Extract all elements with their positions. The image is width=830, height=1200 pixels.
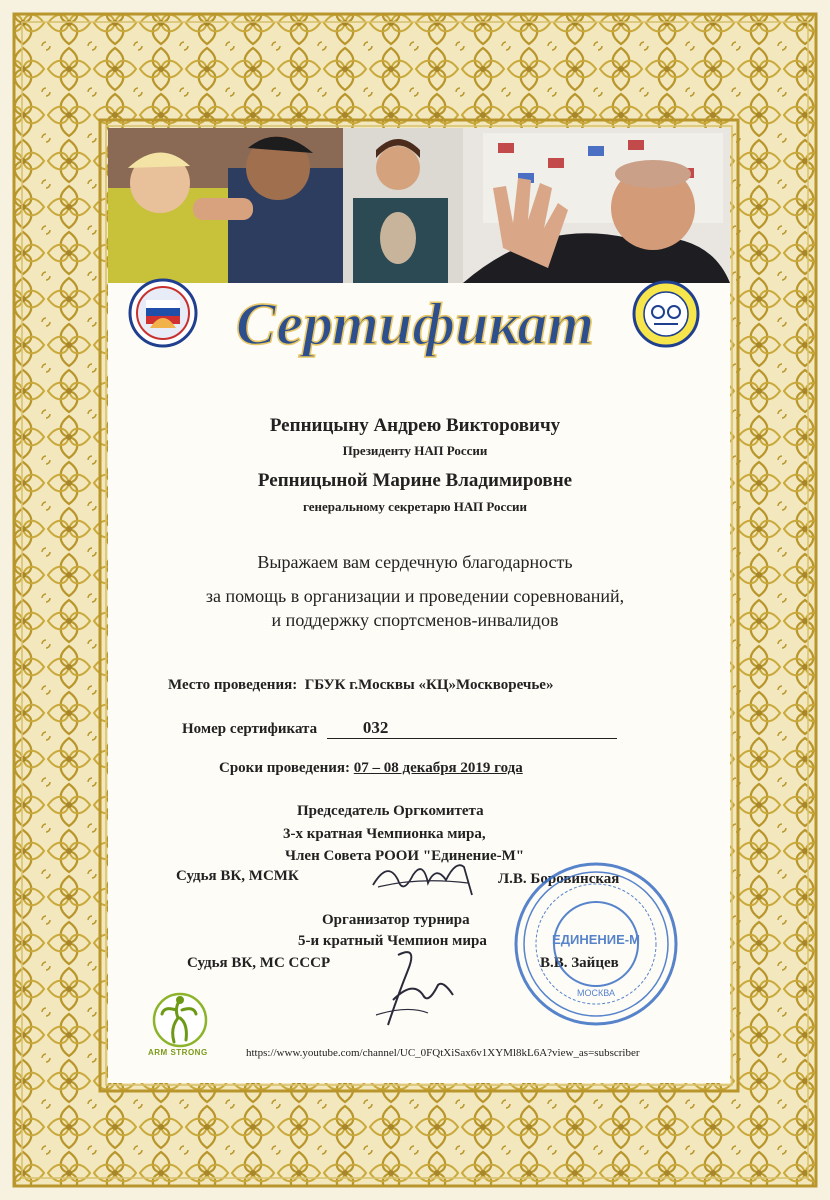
signatory-2-name: В.В. Зайцев bbox=[540, 955, 619, 971]
armwrestling-photo bbox=[108, 128, 343, 283]
woman-with-rabbit-photo bbox=[343, 128, 463, 283]
armwrestling-emblem-icon bbox=[128, 278, 198, 348]
brand-label: ARM STRONG bbox=[148, 1048, 208, 1057]
venue bbox=[168, 677, 553, 694]
recipient-name-1: Репницыну Андрею Викторовичу bbox=[269, 415, 561, 436]
event-dates bbox=[219, 760, 523, 777]
recipient-position-2: генеральному секретарю НАП России bbox=[303, 499, 527, 514]
svg-text:ЕДИНЕНИЕ-М: ЕДИНЕНИЕ-М bbox=[552, 932, 640, 947]
youtube-link[interactable]: https://www.youtube.com/channel/UC_0FQtXiSax6v1XYMl8kL6A?view_as=subscriber bbox=[246, 1047, 640, 1059]
signatory-1-line-1: Председатель Оргкомитета bbox=[297, 803, 484, 819]
signatory-2-line-2: 5-и кратный Чемпион мира bbox=[298, 933, 487, 949]
recipient-position-1: Президенту НАП России bbox=[342, 443, 488, 458]
signatory-1-line-3: Член Совета РООИ "Единение-М" bbox=[285, 848, 525, 864]
thanks-line-1: Выражаем вам сердечную благодарность bbox=[257, 552, 573, 572]
signatory-1-rank: Судья ВК, МСМК bbox=[176, 868, 299, 884]
signatory-2-rank: Судья ВК, МС СССР bbox=[187, 955, 331, 971]
signatory-1-name: Л.В. Боровинская bbox=[498, 871, 620, 887]
signature-zaytsev bbox=[368, 945, 468, 1035]
certificate-number bbox=[182, 718, 617, 739]
certificate-title bbox=[200, 278, 630, 373]
edinenie-m-logo-icon bbox=[632, 280, 700, 348]
thanks-line-2: за помощь в организации и проведении соревнований, bbox=[205, 586, 625, 606]
photo-banner bbox=[108, 128, 730, 283]
svg-text:МОСКВА: МОСКВА bbox=[577, 988, 615, 998]
svg-text:Сертификат: Сертификат bbox=[235, 291, 595, 357]
dates-value: 07 – 08 декабря 2019 года bbox=[353, 760, 523, 776]
man-waving-photo bbox=[463, 128, 730, 283]
venue-label: Место проведения: bbox=[168, 677, 298, 693]
signatory-1-line-2: 3-х кратная Чемпионка мира, bbox=[283, 826, 486, 842]
organization-stamp bbox=[512, 860, 680, 1028]
certificate-number-label: Номер сертификата bbox=[182, 721, 318, 737]
dates-label: Сроки проведения: bbox=[219, 760, 351, 776]
venue-value: ГБУК г.Москвы «КЦ»Москворечье» bbox=[304, 677, 554, 693]
recipient-name-2: Репницыной Марине Владимировне bbox=[257, 470, 573, 491]
mantis-icon bbox=[150, 988, 210, 1056]
signatory-2-line-1: Организатор турнира bbox=[322, 912, 470, 928]
certificate-number-value: 032 bbox=[327, 718, 617, 739]
thanks-line-3: и поддержку спортсменов-инвалидов bbox=[271, 610, 559, 630]
signature-borovinskaya bbox=[368, 855, 478, 900]
